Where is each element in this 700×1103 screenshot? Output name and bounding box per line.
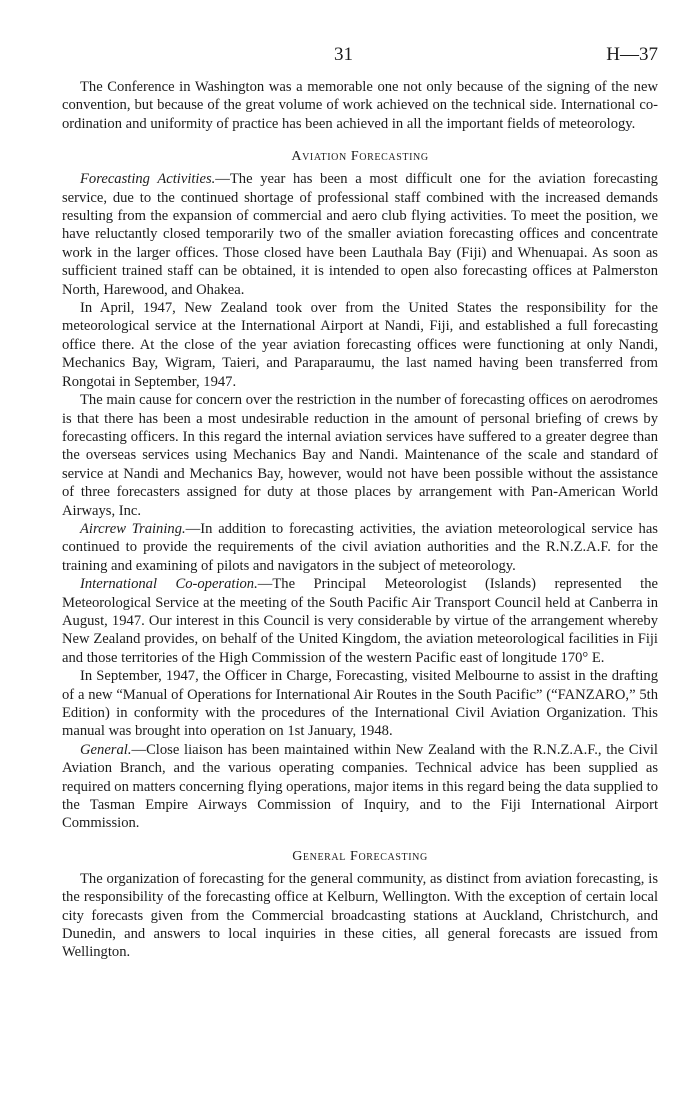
paragraph-aircrew-training [62, 520, 658, 575]
section-heading-general-forecasting: General Forecasting [292, 848, 428, 864]
text-international-cooperation: —The Principal Meteorologist (Islands) represented the Meteorological Service at the meeting of the South Pacific Air Transport Council held at Canberra in August, 1947. Our interest in this Council is very considerable by virtue of the arrangement whereby New Zealand provides, on behalf of the United Kingdom, the aviation meteorological facilities in Fiji and those territories of the High Commission of the western Pacific east of longitude 170° E. [62, 576, 658, 666]
text-forecasting-activities: —The year has been a most difficult one for the aviation forecasting service, due to the continued shortage of professional staff combined with the increased demands resulting from the expansion of commercial and aero club flying activities. To meet the position, we have reluctantly closed temporarily two of the smaller aviation forecasting offices and concentrate work in the larger offices. Those closed have been Lauthala Bay (Fiji) and Whenuapai. As soon as sufficient trained staff can be obtained, it is intended to open also forecasting offices at Palmerston North, Harewood, and Ohakea. [62, 171, 658, 298]
document-reference: H—37 [606, 44, 658, 65]
page-number: 31 [334, 44, 353, 65]
lead-international-cooperation: International Co-operation. [80, 576, 258, 593]
paragraph-international-cooperation [62, 575, 658, 667]
text-general: —Close liaison has been maintained within New Zealand with the R.N.Z.A.F., the Civil Aviation Branch, and the various operating companies. Technical advice has been supplied as required on matters concerning flying operations, major items in this regard being the data supplied to the Tasman Empire Airways Commission of Inquiry, and to the Fiji International Airport Commission. [62, 741, 658, 832]
paragraph-april-1947: In April, 1947, New Zealand took over from the United States the responsibility for the meteorological service at the International Airport at Nandi, Fiji, and established a full forecasting office there. At the close of the year aviation forecasting offices were functioning at only Nandi, Mechanics Bay, Wigram, Taieri, and Paraparaumu, the last named having been transferred from Rongotai in September, 1947. [62, 300, 658, 390]
lead-forecasting-activities: Forecasting Activities. [80, 171, 216, 188]
document-page [62, 44, 658, 962]
paragraph-general-forecasting: The organization of forecasting for the general community, as distinct from aviation forecasting, is the responsibility of the forecasting office at Kelburn, Wellington. With the exception of certain local city forecasts given from the Commercial broadcasting stations at Auckland, Christchurch, and Dunedin, and answers to local inquiries in these cities, all general forecasts are issued from Wellington. [62, 870, 658, 961]
paragraph-general [62, 741, 658, 833]
paragraph-main-concern: The main cause for concern over the restriction in the number of forecasting offices on aerodromes is that there has been a most undesirable reduction in the amount of personal briefing of crews by forecasting officers. In this regard the internal aviation services have suffered to a greater degree than the overseas services using Mechanics Bay and Nandi. Maintenance of the scale and standard of service at Nandi and Mechanics Bay, however, would not have been possible without the assistance of three forecasters assigned for duty at those places by arrangement with Pan-American World Airways, Inc. [62, 392, 658, 519]
lead-general: General. [80, 741, 132, 758]
lead-aircrew-training: Aircrew Training. [80, 520, 186, 537]
paragraph-forecasting-activities [62, 170, 658, 299]
section-heading-aviation-forecasting: Aviation Forecasting [291, 149, 429, 165]
page-header [62, 44, 658, 78]
text-aircrew-training: —In addition to forecasting activities, the aviation meteorological service has continued to provide the requirements of the civil aviation authorities and the R.N.Z.A.F. for the training and examining of pilots and navigators in the subject of meteorology. [62, 520, 658, 574]
intro-paragraph: The Conference in Washington was a memorable one not only because of the signing of the new convention, but because of the great volume of work achieved on the technical side. International co-ordination and uniformity of practice has been achieved in all the important fields of meteorology. [62, 79, 658, 132]
paragraph-september-1947: In September, 1947, the Officer in Charge, Forecasting, visited Melbourne to assist in the drafting of a new “Manual of Operations for International Air Routes in the South Pacific” (“FANZARO,” 5th Edition) in conformity with the procedures of the International Civil Aviation Organization. This manual was brought into operation on 1st January, 1948. [62, 668, 658, 740]
